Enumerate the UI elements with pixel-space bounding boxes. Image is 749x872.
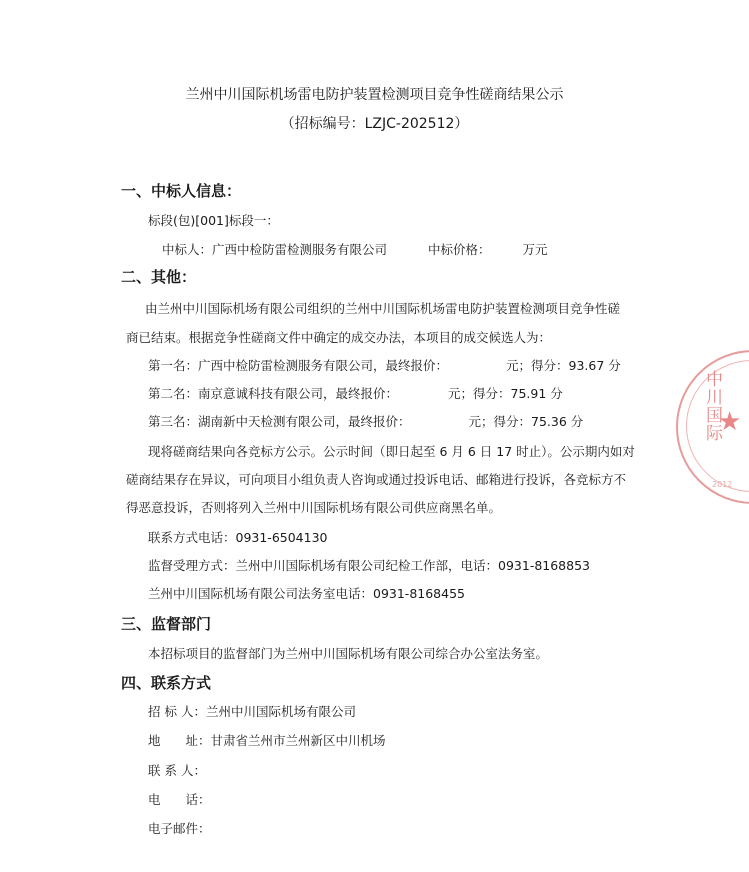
para1-line1: 由兰州中川国际机场有限公司组织的兰州中川国际机场雷电防护装置检测项目竞争性磋 xyxy=(145,301,621,316)
seal-number: 2012 xyxy=(712,480,733,489)
price-unit: 万元 xyxy=(522,242,548,257)
seal-star-icon: ★ xyxy=(718,407,742,437)
contact-phone: 联系方式电话：0931-6504130 xyxy=(148,530,328,545)
rank-3 xyxy=(148,414,583,430)
seal-text: 中川国际 xyxy=(702,370,722,442)
company-seal xyxy=(676,350,749,504)
price-label: 中标价格： xyxy=(428,242,491,257)
telephone: 电 话： xyxy=(148,792,211,807)
address: 地 址：甘肃省兰州市兰州新区中川机场 xyxy=(148,733,386,748)
legal-phone: 兰州中川国际机场有限公司法务室电话：0931-8168455 xyxy=(148,586,465,601)
rank-3-suffix: 元；得分：75.36 分 xyxy=(468,414,584,429)
section-4-heading: 四、联系方式 xyxy=(121,674,212,692)
para2-line3: 得恶意投诉，否则将列入兰州中川国际机场有限公司供应商黑名单。 xyxy=(126,500,502,515)
para1-line2: 商已结束。根据竞争性磋商文件中确定的成交办法，本项目的成交候选人为： xyxy=(126,330,552,345)
document-title: 兰州中川国际机场雷电防护装置检测项目竞争性磋商结果公示 xyxy=(185,87,564,103)
rank-1 xyxy=(148,358,621,374)
bid-number: （招标编号：LZJC-202512） xyxy=(280,116,469,132)
section-1-heading: 一、中标人信息： xyxy=(121,182,242,200)
winner-label: 中标人： xyxy=(162,242,213,257)
bidder: 招 标 人：兰州中川国际机场有限公司 xyxy=(148,704,356,719)
section-3-heading: 三、监督部门 xyxy=(121,615,212,633)
rank-2-suffix: 元；得分：75.91 分 xyxy=(448,386,563,401)
supervision-contact: 监督受理方式：兰州中川国际机场有限公司纪检工作部，电话：0931-8168853 xyxy=(148,558,590,573)
section-2-heading: 二、其他： xyxy=(121,268,197,286)
rank-2-prefix: 第二名：南京意诚科技有限公司，最终报价： xyxy=(148,386,399,401)
para2-line2: 磋商结果存在异议，可向项目小组负责人咨询或通过投诉电话、邮箱进行投诉，各竞标方不 xyxy=(126,472,627,487)
winner-price-row xyxy=(428,242,548,258)
para2-line1: 现将磋商结果向各竞标方公示。公示时间（即日起至 6 月 6 日 17 时止）。公示期内如对 xyxy=(148,444,635,459)
supervision-dept: 本招标项目的监督部门为兰州中川国际机场有限公司综合办公室法务室。 xyxy=(148,646,549,661)
rank-2 xyxy=(148,386,563,402)
winner-row xyxy=(162,242,387,258)
winner-name: 广西中检防雷检测服务有限公司 xyxy=(212,242,388,257)
contact-person: 联 系 人： xyxy=(148,763,206,778)
rank-3-prefix: 第三名：湖南新中天检测有限公司，最终报价： xyxy=(148,414,411,429)
rank-1-suffix: 元；得分：93.67 分 xyxy=(506,358,621,373)
rank-1-prefix: 第一名：广西中检防雷检测服务有限公司，最终报价： xyxy=(148,358,449,373)
lot-label: 标段(包)[001]标段一： xyxy=(148,213,279,228)
email: 电子邮件： xyxy=(148,821,211,836)
